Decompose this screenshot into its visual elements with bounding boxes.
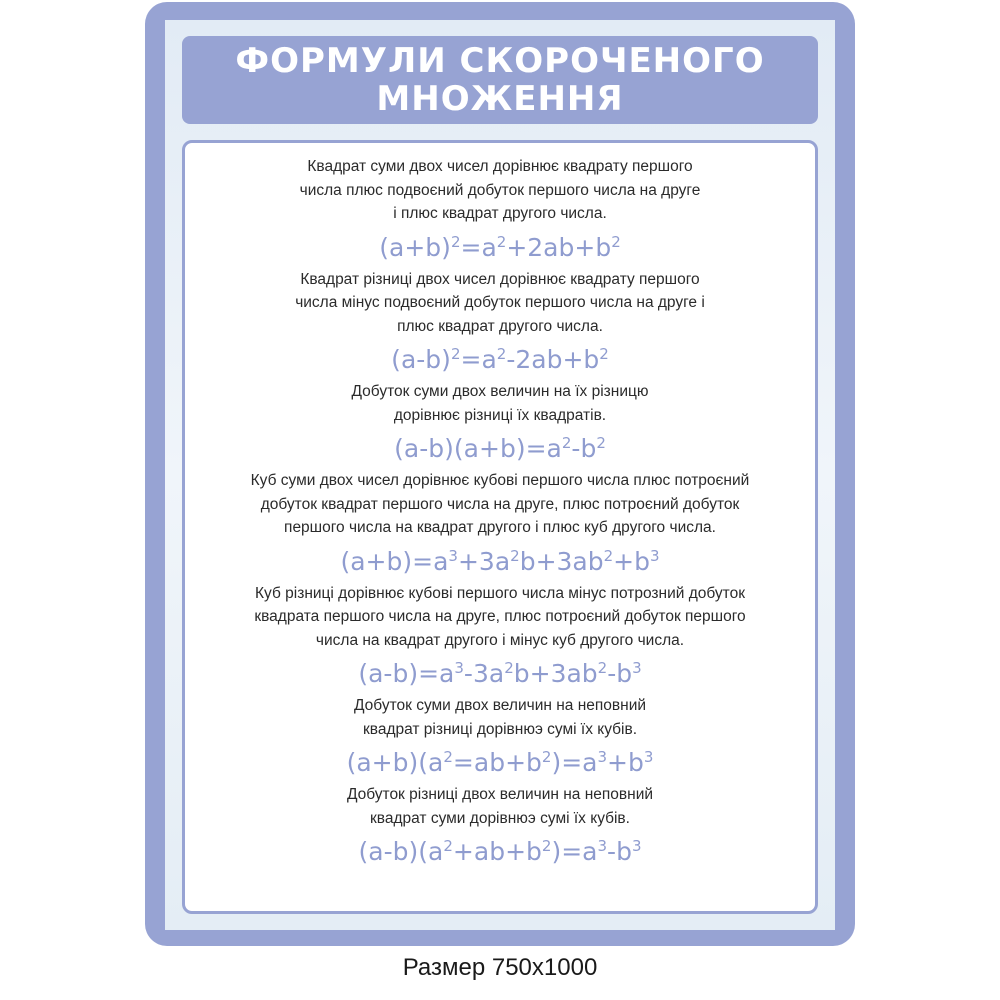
formula: $(a-b)^2=a^2-2ab+b^2$ <box>391 345 609 374</box>
description-line: дорівнює різниці їх квадратів. <box>393 406 607 424</box>
page-title-line-2: МНОЖЕННЯ <box>376 79 624 119</box>
formula-description <box>200 694 800 741</box>
description-line: числа на квадрат другого і мінус куб другого числа. <box>315 631 685 649</box>
description-line: числа плюс подвоєний добуток першого числа на друге <box>299 181 701 199</box>
formula: $(a-b)(a^2+ab+b^2)=a^3-b^3$ <box>358 837 642 866</box>
description-line: Добуток різниці двох величин на неповний <box>346 786 654 803</box>
title-banner <box>182 36 818 124</box>
description-line: добуток квадрат першого числа на друге, плюс потроєний добуток <box>260 495 740 513</box>
size-caption: Размер 750x1000 <box>402 954 598 981</box>
description-line: плюс квадрат другого числа. <box>397 317 603 335</box>
poster-frame <box>145 2 855 946</box>
formulas-panel <box>182 140 818 914</box>
formula-description <box>200 783 800 830</box>
formula: $(a-b)=a^3-3a^2b+3ab^2-b^3$ <box>358 659 642 688</box>
formulas-list <box>185 155 815 872</box>
description-line: квадрат різниці дорівнюэ сумі їх кубів. <box>362 720 638 738</box>
formula: $(a-b)(a+b)=a^2-b^2$ <box>394 434 606 463</box>
description-line: Куб різниці дорівнює кубові першого числа мінус потрозний добуток <box>255 584 745 602</box>
formula-description <box>200 380 800 427</box>
description-line: Добуток суми двох величин на неповний <box>353 697 647 714</box>
description-line: Квадрат суми двох чисел дорівнює квадрату першого <box>307 158 693 175</box>
poster-inner-background <box>165 20 835 930</box>
formula-description <box>200 582 800 653</box>
formula-description <box>200 155 800 226</box>
description-line: квадрат суми дорівнюэ сумі їх кубів. <box>370 809 630 827</box>
formula-description <box>200 469 800 540</box>
description-line: Куб суми двох чисел дорівнює кубові першого числа плюс потроєний <box>250 472 750 489</box>
description-line: першого числа на квадрат другого і плюс куб другого числа. <box>284 519 716 536</box>
description-line: Квадрат різниці двох чисел дорівнює квадрату першого <box>300 270 700 288</box>
formula: $(a+b)=a^3+3a^2b+3ab^2+b^3$ <box>340 546 660 576</box>
formula: $(a+b)(a^2=ab+b^2)=a^3+b^3$ <box>346 748 654 777</box>
formula: $(a+b)^2=a^2+2ab+b^2$ <box>379 232 621 262</box>
description-line: квадрата першого числа на друге, плюс потроєний добуток першого <box>254 608 746 625</box>
description-line: Добуток суми двох величин на їх різницю <box>351 383 649 400</box>
description-line: числа мінус подвоєний добуток першого числа на друге і <box>295 294 705 311</box>
page-title-line-1: ФОРМУЛИ СКОРОЧЕНОГО <box>235 41 765 81</box>
formula-description <box>200 268 800 339</box>
description-line: і плюс квадрат другого числа. <box>393 205 607 222</box>
